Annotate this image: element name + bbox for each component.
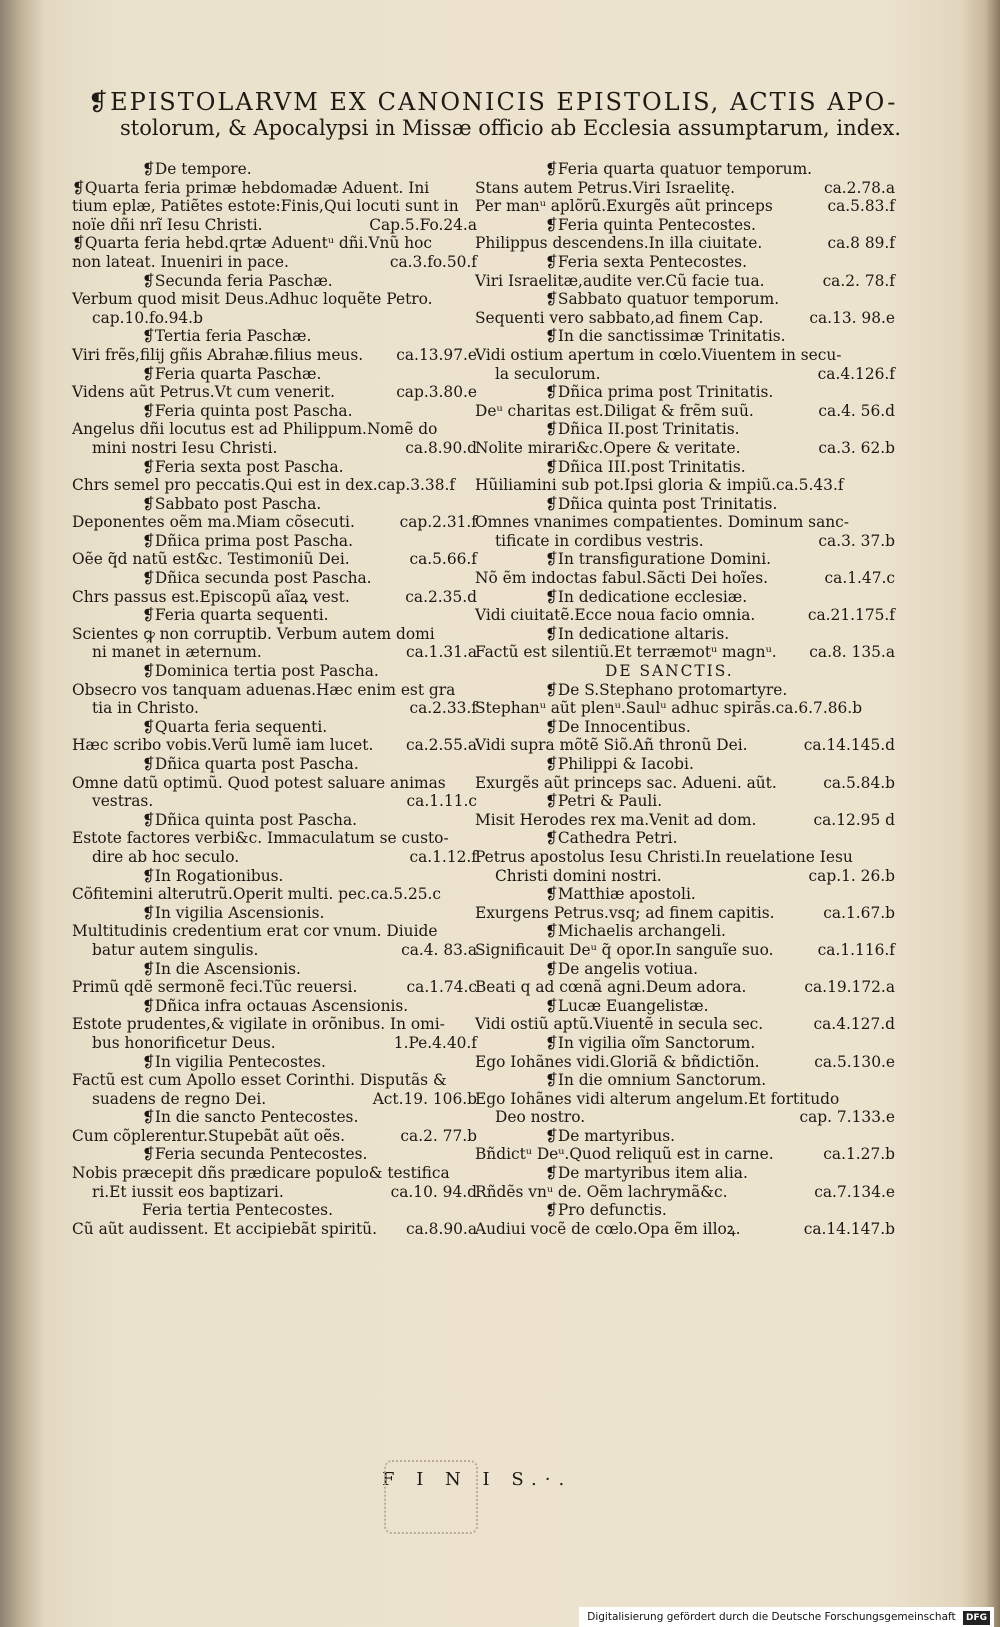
entry-text: ❡De tempore. (142, 160, 252, 178)
entry-text: Primũ qdẽ sermonẽ feci.Tũc reuersi. (72, 978, 358, 997)
rubric-heading (72, 160, 477, 179)
digitization-footer (579, 1607, 994, 1627)
entry-text: Deponentes oẽm ma.Miam cõsecuti. (72, 513, 355, 532)
entry-text: Hæc scribo vobis.Verũ lumẽ iam lucet. (72, 736, 374, 755)
entry-text: Vidi ostium apertum in cœlo.Viuentem in secu- (475, 345, 842, 364)
entry-text: ❡Secunda feria Paschæ. (142, 271, 333, 290)
entry-reference: ca.10. 94.d (390, 1182, 477, 1201)
index-entry (475, 179, 895, 198)
entry-text: Multitudinis credentium erat cor vnum. Diuide (72, 922, 438, 941)
entry-text: Chrs semel pro peccatis.Qui est in dex.cap.3.38.f (72, 476, 456, 495)
entry-text: Vidi supra mõtẽ Siõ.Añ thronũ Dei. (475, 736, 748, 755)
entry-reference: ca.3. 37.b (818, 531, 895, 550)
entry-text: Omnes vnanimes compatientes. Dominum sanc- (475, 513, 849, 532)
entry-text: ❡In vigilia Ascensionis. (142, 903, 325, 922)
index-entry (72, 383, 477, 402)
rubric-heading (475, 550, 895, 569)
index-entry (475, 346, 895, 365)
entry-reference: ca.4.127.d (813, 1015, 895, 1034)
rubric-heading (72, 1145, 477, 1164)
entry-text: ri.Et iussit eos baptizari. (92, 1182, 284, 1201)
index-entry (72, 1090, 477, 1109)
index-entry (72, 681, 477, 700)
entry-text: ❡Feria quarta sequenti. (142, 606, 329, 625)
entry-text: ❡De martyribus item alia. (545, 1164, 748, 1183)
entry-text: bus honorificetur Deus. (92, 1033, 276, 1052)
entry-reference: ca.1.74.c (406, 978, 477, 997)
entry-text: non lateat. Inueniri in pace. (72, 252, 289, 271)
entry-reference: ca.8.90.d (405, 438, 477, 457)
index-entry (475, 1145, 895, 1164)
entry-text: dire ab hoc seculo. (92, 847, 240, 866)
entry-text: Angelus dñi locutus est ad Philippum.Nomẽ do (72, 420, 438, 439)
index-entry (72, 922, 477, 941)
rubric-heading (72, 1108, 477, 1127)
entry-text: Obsecro vos tanquam aduenas.Hæc enim est gra (72, 680, 456, 699)
entry-reference: ca.1.27.b (823, 1145, 895, 1164)
entry-text: Chrs passus est.Episcopũ aĩaꝝ vest. (72, 587, 350, 606)
entry-text: ❡Dñica II.post Trinitatis. (545, 420, 740, 439)
entry-reference: ca.13.97.e (396, 345, 477, 364)
index-entry (72, 792, 477, 811)
index-entry (72, 513, 477, 532)
entry-text: tia in Christo. (92, 699, 199, 718)
rubric-heading (475, 1034, 895, 1053)
right-column (475, 160, 895, 1238)
section-heading (475, 662, 895, 681)
rubric-heading (72, 532, 477, 551)
rubric-heading (475, 885, 895, 904)
index-entry (72, 736, 477, 755)
rubric-heading (475, 755, 895, 774)
entry-reference: Cap.5.Fo.24.a (369, 215, 477, 234)
entry-reference: ca.2.35.d (405, 587, 477, 606)
rubric-heading (475, 792, 895, 811)
index-entry (72, 643, 477, 662)
entry-reference: cap. 7.133.e (799, 1108, 895, 1127)
entry-text: suadens de regno Dei. (92, 1089, 267, 1108)
entry-text: Stans autem Petrus.Viri Israelitę. (475, 178, 736, 197)
entry-text: ❡Petri & Pauli. (545, 792, 663, 811)
index-entry (72, 1034, 477, 1053)
index-entry (475, 365, 895, 384)
index-entry (475, 811, 895, 830)
index-entry (72, 420, 477, 439)
entry-reference: ca.8. 135.a (809, 643, 895, 662)
index-entry (72, 625, 477, 644)
index-entry (72, 588, 477, 607)
entry-text: Exurgẽs aũt princeps sac. Adueni. aũt. (475, 773, 777, 792)
entry-text: ❡Dñica quinta post Trinitatis. (545, 494, 778, 513)
entry-reference: ca.4. 56.d (818, 401, 895, 420)
entry-text: Nolite mirari&c.Opere & veritate. (475, 438, 741, 457)
entry-text: Viri frẽs,filij gñis Abrahæ.filius meus. (72, 345, 364, 364)
entry-text: ❡Feria quinta post Pascha. (142, 401, 353, 420)
entry-text: Videns aũt Petrus.Vt cum venerit. (72, 383, 336, 402)
entry-reference: ca.12.95 d (813, 810, 895, 829)
entry-text: Nobis præcepit dñs prædicare populo& testifica (72, 1164, 450, 1183)
entry-text: Omne datũ optimũ. Quod potest saluare animas (72, 773, 446, 792)
entry-reference: ca.7.134.e (814, 1182, 895, 1201)
entry-text: ❡De S.Stephano protomartyre. (545, 680, 788, 699)
entry-text: Viri Israelitæ,audite ver.Cũ facie tua. (475, 271, 765, 290)
entry-reference: ca.2. 78.f (822, 271, 895, 290)
entry-reference: ca.2.78.a (823, 178, 895, 197)
entry-reference: cap.1. 26.b (808, 866, 895, 885)
entry-reference: cap.3.80.e (396, 383, 477, 402)
index-entry (72, 234, 477, 253)
rubric-heading (72, 1053, 477, 1072)
entry-text: ❡Dñica quarta post Pascha. (142, 755, 359, 773)
entry-text: Bñdictᵘ Deᵘ.Quod reliquũ est in carne. (475, 1145, 774, 1164)
entry-text: ❡De angelis votiua. (545, 959, 698, 978)
entry-text: batur autem singulis. (92, 940, 259, 959)
entry-text: Verbum quod misit Deus.Adhuc loquẽte Petro. (72, 290, 433, 309)
index-entry (72, 550, 477, 569)
entry-text: ❡Feria sexta Pentecostes. (545, 252, 747, 271)
index-title-line-1: ❡EPISTOLARVM EX CANONICIS EPISTOLIS, ACTIS APO- (88, 88, 898, 116)
index-entry (72, 290, 477, 309)
index-entry (72, 941, 477, 960)
entry-text: Beati q ad cœnã agni.Deum adora. (475, 978, 747, 997)
entry-text: ❡Feria sexta post Pascha. (142, 457, 344, 476)
index-entry (72, 346, 477, 365)
entry-text: Stephanᵘ aũt plenᵘ.Saulᵘ adhuc spirãs.ca.6.7.86.b (475, 699, 863, 718)
index-entry (72, 439, 477, 458)
rubric-heading (72, 569, 477, 588)
index-entry (475, 699, 895, 718)
rubric-heading (72, 718, 477, 737)
entry-text: tificate in cordibus vestris. (495, 531, 704, 550)
rubric-heading (475, 253, 895, 272)
index-entry (72, 885, 477, 904)
rubric-heading (72, 1201, 477, 1220)
entry-reference: ca.1.116.f (817, 940, 895, 959)
rubric-heading (475, 1201, 895, 1220)
rubric-heading (475, 1071, 895, 1090)
index-entry (475, 978, 895, 997)
index-entry (475, 867, 895, 886)
entry-reference: ca.1.47.c (824, 569, 895, 588)
entry-text: Vidi ciuitatẽ.Ecce noua facio omnia. (475, 606, 756, 625)
entry-reference: Act.19. 106.b (372, 1089, 477, 1108)
entry-text: ❡Dominica tertia post Pascha. (142, 662, 379, 681)
entry-text: Significauit Deᵘ q̃ opor.In sanguĩe suo. (475, 940, 774, 959)
entry-reference: ca.4.126.f (817, 364, 895, 383)
rubric-heading (475, 997, 895, 1016)
finis-text: F I N I S.·. (382, 1469, 573, 1490)
entry-text: Exurgens Petrus.vsq; ad finem capitis. (475, 903, 775, 922)
entry-text: Audiui vocẽ de cœlo.Opa ẽm illoꝝ. (475, 1219, 741, 1238)
index-entry (475, 197, 895, 216)
entry-text: la seculorum. (495, 364, 601, 383)
entry-reference: ca.2.55.a (405, 736, 477, 755)
entry-text: Vidi ostiũ aptũ.Viuentẽ in secula sec. (475, 1015, 764, 1034)
index-entry (72, 829, 477, 848)
rubric-heading (475, 420, 895, 439)
entry-text: Estote factores verbi&c. Immaculatum se custo- (72, 829, 449, 848)
index-entry (475, 476, 895, 495)
entry-text: Philippus descendens.In illa ciuitate. (475, 234, 763, 253)
rubric-heading (475, 829, 895, 848)
entry-text: ❡Feria quinta Pentecostes. (545, 215, 756, 234)
left-column (72, 160, 477, 1238)
entry-text: ❡In vigilia Pentecostes. (142, 1052, 326, 1071)
entry-text: ❡Matthiæ apostoli. (545, 885, 696, 904)
entry-text: Petrus apostolus Iesu Christi.In reuelatione Iesu (475, 847, 853, 866)
index-entry (475, 1183, 895, 1202)
index-entry (475, 643, 895, 662)
entry-text: Factũ est cum Apollo esset Corinthi. Disputãs & (72, 1071, 447, 1090)
entry-reference: ca.1.11.c (406, 792, 477, 811)
entry-text: ❡In die sancto Pentecostes. (142, 1108, 359, 1127)
entry-reference: ca.19.172.a (804, 978, 895, 997)
index-entry (72, 253, 477, 272)
entry-text: Estote prudentes,& vigilate in orõnibus. In omi- (72, 1015, 445, 1034)
index-entry (475, 569, 895, 588)
entry-reference: ca.5.83.f (827, 197, 895, 216)
index-entry (475, 513, 895, 532)
rubric-heading (72, 662, 477, 681)
entry-text: ❡Dñica III.post Trinitatis. (545, 457, 746, 476)
rubric-heading (475, 458, 895, 477)
entry-text: ❡Feria secunda Pentecostes. (142, 1145, 368, 1164)
rubric-heading (72, 402, 477, 421)
entry-text: Oẽe q̃d natũ est&c. Testimoniũ Dei. (72, 550, 350, 569)
entry-text: Cõfitemini alterutrũ.Operit multi. pec.ca.5.25.c (72, 885, 442, 904)
index-entry (72, 699, 477, 718)
entry-reference: ca.3. 62.b (818, 438, 895, 457)
index-entry (475, 1053, 895, 1072)
entry-text: ❡Dñica prima post Pascha. (142, 531, 353, 550)
rubric-heading (475, 588, 895, 607)
index-entry (72, 476, 477, 495)
rubric-heading (475, 290, 895, 309)
entry-reference: ca.5.130.e (814, 1052, 895, 1071)
rubric-heading (72, 365, 477, 384)
entry-text: ni manet in æternum. (92, 643, 262, 662)
dfg-logo: DFG (963, 1611, 990, 1625)
rubric-heading (475, 383, 895, 402)
index-entry (475, 234, 895, 253)
entry-text: ❡In transfiguratione Domini. (545, 550, 772, 569)
entry-text: noïe dñi nrĩ Iesu Christi. (72, 215, 263, 234)
entry-text: cap.10.fo.94.b (92, 308, 203, 327)
library-stamp (384, 1460, 478, 1534)
index-entry (475, 848, 895, 867)
rubric-heading (475, 1127, 895, 1146)
entry-text: vestras. (92, 792, 154, 811)
entry-text: Per manᵘ aplõrũ.Exurgẽs aũt princeps (475, 197, 773, 216)
index-entry (475, 941, 895, 960)
index-entry (475, 439, 895, 458)
rubric-heading (72, 272, 477, 291)
entry-text: ❡In die Ascensionis. (142, 959, 301, 978)
entry-text: ❡Sabbato quatuor temporum. (545, 290, 780, 309)
index-entry (475, 532, 895, 551)
index-entry (72, 179, 477, 198)
entry-text: Factũ est silentiũ.Et terræmotᵘ magnᵘ. (475, 643, 777, 662)
index-entry (72, 216, 477, 235)
entry-text: ❡Quarta feria hebd.qrtæ Aduentᵘ dñi.Vnũ hoc (72, 234, 433, 253)
rubric-heading (475, 922, 895, 941)
index-entry (475, 774, 895, 793)
index-entry (72, 1015, 477, 1034)
entry-text: mini nostri Iesu Christi. (92, 438, 278, 457)
index-entry (72, 1071, 477, 1090)
entry-text: ❡Dñica secunda post Pascha. (142, 569, 372, 588)
entry-reference: cap.2.31.f (399, 513, 477, 532)
rubric-heading (72, 997, 477, 1016)
rubric-heading (72, 495, 477, 514)
entry-reference: ca.3.fo.50.f (389, 252, 477, 271)
entry-text: ❡Dñica prima post Trinitatis. (545, 383, 774, 402)
entry-text: ❡In dedicatione altaris. (545, 624, 730, 643)
rubric-heading (72, 960, 477, 979)
entry-text: Cũ aũt audissent. Et accipiebãt spiritũ. (72, 1219, 377, 1238)
index-entry (475, 402, 895, 421)
entry-text: ❡Tertia feria Paschæ. (142, 327, 312, 346)
entry-text: ❡De martyribus. (545, 1126, 676, 1145)
entry-text: Cum cõplerentur.Stupebãt aũt oẽs. (72, 1126, 346, 1145)
rubric-heading (72, 755, 477, 774)
entry-text: ❡Quarta feria primæ hebdomadæ Aduent. Ini (72, 178, 430, 197)
entry-text: Deᵘ charitas est.Diligat & frẽm suũ. (475, 401, 754, 420)
entry-text: tium eplæ, Patiẽtes estote:Finis,Qui locuti sunt in (72, 197, 459, 216)
index-entry (475, 1090, 895, 1109)
entry-text: ❡Quarta feria sequenti. (142, 717, 328, 736)
index-entry (72, 1127, 477, 1146)
entry-text: ❡In dedicatione ecclesiæ. (545, 587, 748, 606)
rubric-heading (475, 495, 895, 514)
index-entry (72, 978, 477, 997)
index-entry (475, 1220, 895, 1239)
index-entry (475, 904, 895, 923)
index-entry (475, 1015, 895, 1034)
entry-reference: ca.2. 77.b (400, 1126, 477, 1145)
rubric-heading (475, 327, 895, 346)
entry-text: ❡Philippi & Iacobi. (545, 755, 694, 773)
entry-reference: ca.8.90.a (405, 1219, 477, 1238)
footer-text: Digitalisierung gefördert durch die Deutsche Forschungsgemeinschaft (587, 1611, 956, 1623)
entry-text: ❡In Rogationibus. (142, 866, 284, 885)
index-entry (72, 848, 477, 867)
index-entry (72, 1164, 477, 1183)
entry-text: DE SANCTIS. (605, 662, 734, 681)
entry-text: Ego Iohãnes vidi alterum angelum.Et fortitudo (475, 1089, 840, 1108)
entry-text: ❡Dñica infra octauas Ascensionis. (142, 996, 409, 1015)
entry-reference: 1.Pe.4.40.f (393, 1033, 477, 1052)
rubric-heading (475, 718, 895, 737)
entry-text: Christi domini nostri. (495, 866, 662, 885)
entry-text: Ego Iohãnes vidi.Gloriã & bñdictiõn. (475, 1052, 760, 1071)
entry-reference: ca.21.175.f (807, 606, 895, 625)
rubric-heading (72, 327, 477, 346)
index-entry (475, 1108, 895, 1127)
rubric-heading (72, 458, 477, 477)
rubric-heading (72, 904, 477, 923)
entry-reference: ca.1.31.a (405, 643, 477, 662)
rubric-heading (475, 1164, 895, 1183)
entry-text: ❡Lucæ Euangelistæ. (545, 996, 709, 1015)
entry-text: ❡In die omnium Sanctorum. (545, 1071, 767, 1090)
index-entry (72, 1220, 477, 1239)
rubric-heading (72, 867, 477, 886)
entry-text: ❡Feria quarta quatuor temporum. (545, 160, 813, 178)
entry-text: ❡Michaelis archangeli. (545, 922, 726, 941)
entry-reference: ca.13. 98.e (809, 308, 895, 327)
entry-text: ❡In vigilia oĩm Sanctorum. (545, 1033, 756, 1052)
index-entry (475, 736, 895, 755)
index-entry (72, 774, 477, 793)
rubric-heading (475, 625, 895, 644)
rubric-heading (475, 160, 895, 179)
entry-text: Feria tertia Pentecostes. (142, 1201, 333, 1220)
entry-reference: ca.4. 83.a (401, 940, 477, 959)
entry-text: Rñdẽs vnᵘ de. Oẽm lachrymã&c. (475, 1182, 728, 1201)
index-entry (475, 309, 895, 328)
entry-reference: ca.8 89.f (827, 234, 895, 253)
index-entry (72, 197, 477, 216)
index-entry (475, 272, 895, 291)
entry-reference: ca.5.66.f (409, 550, 477, 569)
entry-text: ❡Feria quarta Paschæ. (142, 364, 322, 383)
entry-text: Scientes ꝙ non corruptib. Verbum autem domi (72, 624, 435, 643)
index-entry (475, 606, 895, 625)
entry-text: ❡In die sanctissimæ Trinitatis. (545, 327, 786, 346)
entry-text: ❡Pro defunctis. (545, 1201, 667, 1220)
rubric-heading (475, 960, 895, 979)
entry-reference: ca.5.84.b (823, 773, 895, 792)
rubric-heading (72, 606, 477, 625)
entry-text: Hũiliamini sub pot.Ipsi gloria & impiũ.ca.5.43.f (475, 476, 844, 495)
entry-text: ❡Cathedra Petri. (545, 829, 678, 848)
index-entry (72, 309, 477, 328)
index-entry (72, 1183, 477, 1202)
rubric-heading (475, 216, 895, 235)
index-title-line-2: stolorum, & Apocalypsi in Missæ officio ab Ecclesia assumptarum, index. (120, 116, 902, 140)
entry-text: ❡Sabbato post Pascha. (142, 494, 322, 513)
rubric-heading (475, 681, 895, 700)
entry-text: ❡De Innocentibus. (545, 717, 691, 736)
entry-text: Nõ ẽm indoctas fabul.Sãcti Dei hoĩes. (475, 569, 768, 588)
entry-text: Sequenti vero sabbato,ad finem Cap. (475, 308, 764, 327)
entry-reference: ca.2.33.f (409, 699, 477, 718)
entry-reference: ca.14.145.d (803, 736, 895, 755)
entry-reference: ca.1.12.f (409, 847, 477, 866)
entry-text: Deo nostro. (495, 1108, 586, 1127)
entry-text: Misit Herodes rex ma.Venit ad dom. (475, 810, 757, 829)
entry-reference: ca.14.147.b (803, 1219, 895, 1238)
rubric-heading (72, 811, 477, 830)
entry-text: ❡Dñica quinta post Pascha. (142, 810, 358, 829)
entry-reference: ca.1.67.b (823, 903, 895, 922)
